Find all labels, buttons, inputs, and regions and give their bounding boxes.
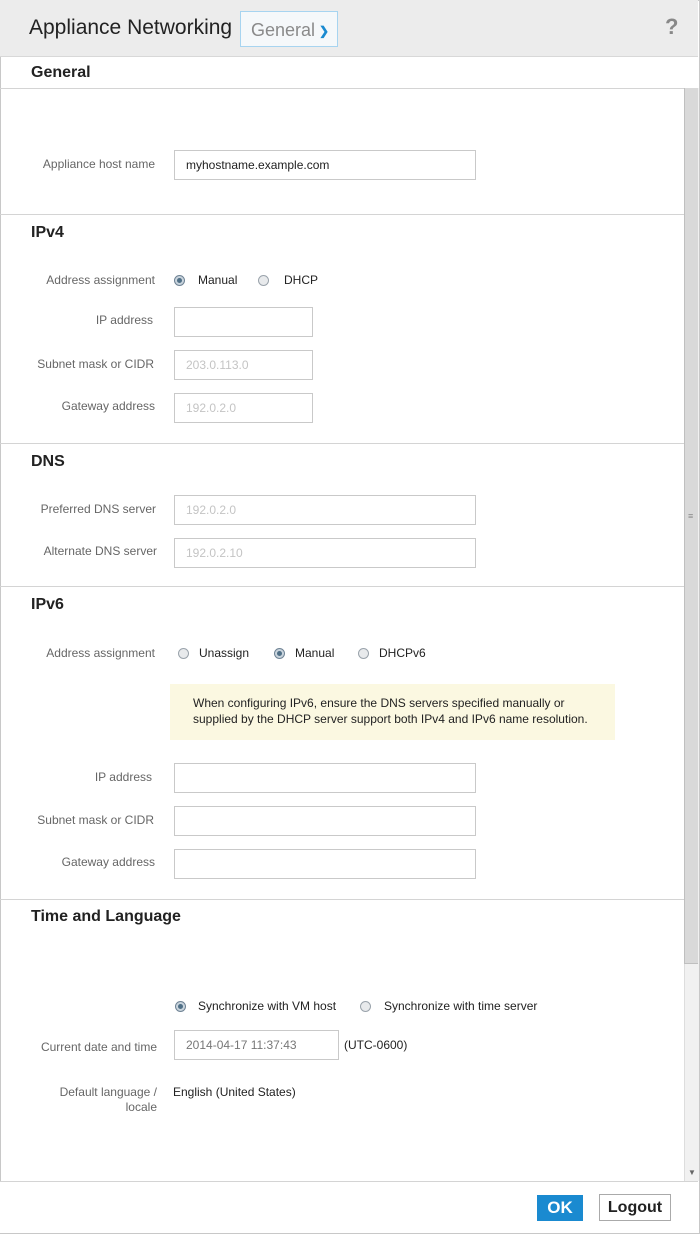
section-title-general: General xyxy=(31,64,91,81)
dns-preferred-input[interactable]: 192.0.2.0 xyxy=(174,495,476,525)
language-label-line-1: Default language / xyxy=(59,1085,157,1099)
section-divider xyxy=(0,214,684,215)
ipv6-subnet-label: Subnet mask or CIDR xyxy=(37,813,154,827)
note-line-2: supplied by the DHCP server support both IPv4 and IPv6 name resolution. xyxy=(193,712,588,726)
view-select-value: General xyxy=(251,20,316,40)
ipv6-manual-radio[interactable] xyxy=(274,648,285,659)
sync-time-server-label[interactable]: Synchronize with time server xyxy=(384,999,538,1013)
ipv4-gateway-input[interactable]: 192.0.2.0 xyxy=(174,393,313,423)
sync-vm-host-radio[interactable] xyxy=(175,1001,186,1012)
scroll-down-arrow-icon[interactable]: ▼ xyxy=(688,1168,696,1177)
host-name-label: Appliance host name xyxy=(42,157,155,171)
ok-button[interactable]: OK xyxy=(537,1195,583,1221)
ipv4-manual-radio[interactable] xyxy=(174,275,185,286)
section-title-dns: DNS xyxy=(31,453,65,470)
language-label xyxy=(20,1085,157,1115)
section-divider xyxy=(0,899,684,900)
help-icon[interactable]: ? xyxy=(665,14,679,39)
ipv4-dhcp-label[interactable]: DHCP xyxy=(284,273,319,287)
section-title-time: Time and Language xyxy=(31,908,181,925)
timezone-text: (UTC-0600) xyxy=(344,1038,408,1052)
language-value: English (United States) xyxy=(173,1085,296,1099)
section-title-ipv6: IPv6 xyxy=(31,596,64,613)
ipv4-assignment-label: Address assignment xyxy=(46,273,155,287)
ipv6-gateway-label: Gateway address xyxy=(61,855,155,869)
ipv4-manual-label[interactable]: Manual xyxy=(198,273,238,287)
section-divider xyxy=(0,586,684,587)
host-name-input[interactable]: myhostname.example.com xyxy=(174,150,476,180)
sync-time-server-radio[interactable] xyxy=(360,1001,371,1012)
ipv4-dhcp-radio[interactable] xyxy=(258,275,269,286)
ipv4-subnet-label: Subnet mask or CIDR xyxy=(37,357,154,371)
dns-preferred-label: Preferred DNS server xyxy=(40,502,156,516)
ipv6-info-note xyxy=(170,684,615,740)
ipv6-manual-label[interactable]: Manual xyxy=(295,646,335,660)
ipv6-assignment-label: Address assignment xyxy=(46,646,155,660)
section-divider xyxy=(0,88,684,89)
ipv6-unassign-radio[interactable] xyxy=(178,648,189,659)
chevron-down-icon: ❯ xyxy=(319,24,330,38)
ipv6-dhcpv6-label[interactable]: DHCPv6 xyxy=(379,646,426,660)
title-bar xyxy=(0,0,698,57)
view-select-dropdown[interactable] xyxy=(240,11,338,47)
scrollbar-thumb[interactable] xyxy=(684,88,698,964)
ipv6-subnet-input[interactable] xyxy=(174,806,476,836)
datetime-input[interactable]: 2014-04-17 11:37:43 xyxy=(174,1030,339,1060)
ipv6-ip-label: IP address xyxy=(94,770,152,784)
sync-vm-host-label[interactable]: Synchronize with VM host xyxy=(198,999,337,1013)
section-title-ipv4: IPv4 xyxy=(31,224,64,241)
ipv4-ip-label: IP address xyxy=(95,313,153,327)
page-title: Appliance Networking xyxy=(29,16,233,39)
dns-alternate-input[interactable]: 192.0.2.10 xyxy=(174,538,476,568)
datetime-label: Current date and time xyxy=(40,1040,157,1054)
language-label-line-2: locale xyxy=(125,1100,157,1114)
ipv6-dhcpv6-radio[interactable] xyxy=(358,648,369,659)
ipv6-unassign-label[interactable]: Unassign xyxy=(199,646,250,660)
note-line-1: When configuring IPv6, ensure the DNS servers specified manually or xyxy=(193,696,565,710)
ipv6-gateway-input[interactable] xyxy=(174,849,476,879)
scrollbar-grip-icon: ≡ xyxy=(688,511,694,521)
ipv6-ip-input[interactable] xyxy=(174,763,476,793)
footer-bar xyxy=(0,1181,698,1233)
ipv4-subnet-input[interactable]: 203.0.113.0 xyxy=(174,350,313,380)
section-divider xyxy=(0,443,684,444)
dns-alternate-label: Alternate DNS server xyxy=(43,544,157,558)
ipv4-gateway-label: Gateway address xyxy=(61,399,155,413)
logout-button[interactable]: Logout xyxy=(599,1194,671,1221)
ipv4-ip-input[interactable] xyxy=(174,307,313,337)
